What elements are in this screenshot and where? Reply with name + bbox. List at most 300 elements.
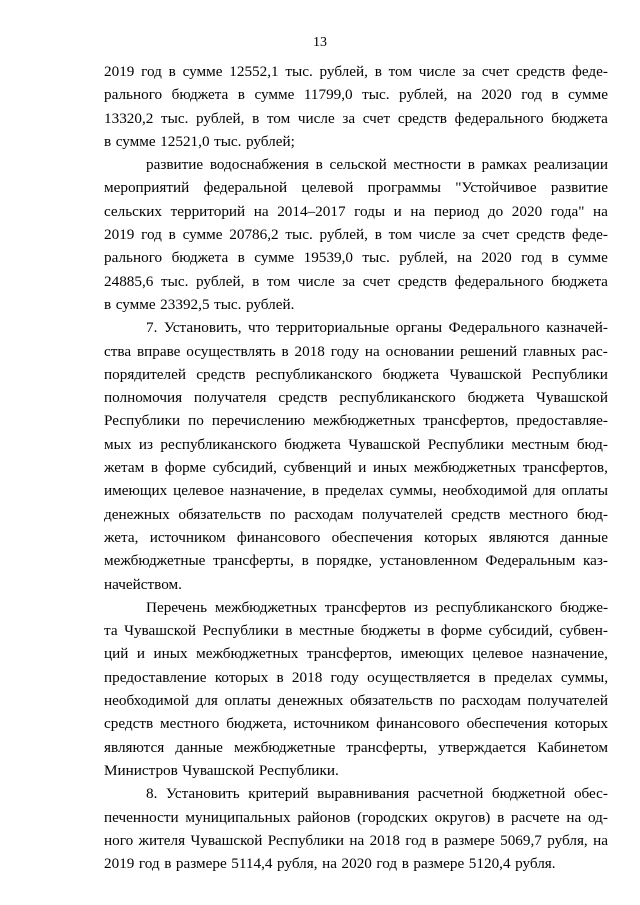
- word: годы: [354, 202, 386, 220]
- word: средств: [397, 109, 447, 127]
- word: год: [405, 831, 427, 849]
- word: до: [487, 202, 504, 220]
- word: бюджета: [284, 435, 341, 453]
- word: ства: [104, 342, 132, 360]
- page-number: 13: [313, 35, 327, 50]
- word: межбюджетных: [214, 598, 318, 616]
- word: бюджета: [467, 389, 525, 407]
- word: на: [322, 855, 337, 873]
- word: бюд-: [576, 505, 608, 523]
- word: водоснабжения: [209, 156, 309, 174]
- word: Установить,: [163, 319, 242, 337]
- word: том: [266, 272, 291, 290]
- word: по: [269, 505, 286, 523]
- word: для: [195, 692, 218, 710]
- word: Республики: [104, 412, 181, 430]
- word: по: [439, 692, 456, 710]
- word: республиканского: [339, 389, 456, 407]
- word: ций: [104, 645, 129, 663]
- word: в: [374, 226, 382, 244]
- word: том: [388, 63, 412, 80]
- text-line: [104, 806, 608, 829]
- word: в: [252, 272, 260, 290]
- word: на: [410, 202, 426, 220]
- text-line: [104, 433, 608, 456]
- word: размере: [175, 855, 227, 873]
- word: счет: [362, 109, 391, 127]
- word: "Устойчивое: [455, 179, 537, 197]
- word: счет: [362, 272, 391, 290]
- word: трансфертов,: [306, 645, 393, 663]
- text-line: [104, 736, 608, 759]
- word: Федеральным: [485, 552, 576, 570]
- text-line: [104, 549, 608, 572]
- word: целевое: [472, 645, 524, 663]
- word: критерий: [248, 785, 309, 803]
- word: основании: [385, 342, 455, 360]
- word: в: [431, 831, 439, 849]
- text-line: [104, 83, 608, 106]
- word: в: [104, 132, 112, 150]
- word: в: [315, 156, 323, 174]
- word: период: [433, 202, 480, 220]
- text-line: [104, 619, 608, 642]
- word: субсидий,: [488, 622, 553, 640]
- word: бюджета: [171, 249, 229, 267]
- word: Чувашской: [536, 389, 608, 407]
- word: средств: [196, 365, 246, 383]
- word: финансового: [236, 528, 321, 546]
- text-line: [104, 852, 608, 875]
- word: в: [237, 249, 245, 267]
- word: назначение,: [229, 482, 307, 500]
- word: денежных: [277, 692, 344, 710]
- word: рублей,: [319, 63, 368, 80]
- word: за: [462, 63, 476, 80]
- text-line: [104, 596, 608, 619]
- word: выравнивания: [317, 785, 410, 803]
- word: 5069,7: [500, 831, 542, 849]
- word: порядке,: [316, 552, 372, 570]
- word: 2018: [294, 342, 325, 360]
- word: субвенций: [283, 459, 352, 477]
- word: (городских: [357, 808, 428, 826]
- text-line: [104, 386, 608, 409]
- word: в: [168, 63, 176, 80]
- word: рублей,: [399, 249, 448, 267]
- word: из: [138, 435, 153, 453]
- word: обязательств: [178, 505, 262, 523]
- word: рубля,: [277, 855, 318, 873]
- word: межбюджетных: [313, 412, 416, 430]
- word: Чувашской: [348, 435, 421, 453]
- word: в: [285, 622, 293, 640]
- word: пределах: [493, 668, 553, 686]
- word: тыс.: [161, 109, 189, 127]
- word: установленном: [379, 552, 478, 570]
- document-body: [104, 60, 608, 875]
- word: в: [281, 342, 289, 360]
- word: рубля.: [515, 855, 556, 873]
- word: которых: [554, 715, 608, 733]
- word: сумме: [182, 63, 223, 80]
- word: 2019: [104, 855, 135, 873]
- word: денежных: [104, 505, 170, 523]
- word: размере: [443, 831, 495, 849]
- word: тыс.: [214, 132, 242, 150]
- word: в: [467, 156, 475, 174]
- word: межбюджетные: [104, 552, 206, 570]
- word: по: [188, 412, 204, 430]
- word: республиканского: [435, 598, 553, 616]
- word: счет: [481, 226, 510, 244]
- word: межбюджетных: [196, 645, 299, 663]
- word: на: [593, 831, 608, 849]
- word: рас-: [581, 342, 608, 360]
- word: субсидий,: [212, 459, 277, 477]
- word: 2018: [291, 668, 323, 686]
- word: 2020: [481, 249, 512, 267]
- word: межбюджетных: [413, 459, 517, 477]
- word: тыс.: [214, 295, 242, 313]
- text-line: [104, 316, 608, 339]
- text-line: [104, 363, 608, 386]
- text-line: [104, 689, 608, 712]
- word: сельских: [104, 202, 163, 220]
- text-line: [104, 782, 608, 805]
- word: которых: [424, 528, 478, 546]
- word: года": [550, 202, 585, 220]
- word: имеющих: [400, 645, 464, 663]
- word: оплаты: [561, 482, 608, 500]
- word: для: [533, 482, 556, 500]
- word: органы: [395, 319, 443, 337]
- word: суммы,: [560, 668, 608, 686]
- word: на: [457, 249, 472, 267]
- word: тыс.: [362, 86, 390, 104]
- text-line: [104, 526, 608, 549]
- word: 23392,5: [160, 295, 210, 313]
- word: за: [342, 109, 356, 127]
- word: решений: [460, 342, 518, 360]
- word: обязательств: [350, 692, 433, 710]
- word: 5114,4: [231, 855, 273, 873]
- text-line: [104, 107, 608, 130]
- word: развитие: [550, 179, 608, 197]
- word: необходимой: [442, 482, 528, 500]
- word: числе: [297, 109, 335, 127]
- word: рубля,: [547, 831, 588, 849]
- word: 2014–2017: [277, 202, 346, 220]
- word: получателей: [361, 505, 443, 523]
- word: од-: [588, 808, 608, 826]
- word: числе: [418, 63, 456, 80]
- word: 5120,4: [468, 855, 511, 873]
- word: местным: [511, 435, 570, 453]
- word: в: [551, 86, 559, 104]
- word: на: [593, 202, 608, 220]
- word: рального: [104, 249, 163, 267]
- text-line: [104, 153, 608, 176]
- word: числе: [297, 272, 335, 290]
- word: сумме: [182, 226, 223, 244]
- word: местные: [298, 622, 355, 640]
- text-line: [104, 270, 608, 293]
- word: Чувашской: [182, 761, 255, 779]
- word: рублей,: [399, 86, 448, 104]
- word: рального: [104, 86, 163, 104]
- word: сумме: [115, 132, 156, 150]
- word: федеральной: [203, 179, 288, 197]
- word: в: [164, 855, 172, 873]
- word: жета,: [104, 528, 139, 546]
- text-line: [104, 340, 608, 363]
- word: ного: [104, 831, 134, 849]
- word: финансового: [376, 715, 460, 733]
- word: Республики: [531, 365, 608, 383]
- word: году: [330, 668, 359, 686]
- word: том: [266, 109, 291, 127]
- word: 2018: [369, 831, 400, 849]
- word: расчете: [511, 808, 560, 826]
- word: сумме: [254, 86, 295, 104]
- text-line: [104, 642, 608, 665]
- text-line: [104, 60, 608, 83]
- word: бюдже-: [559, 598, 608, 616]
- word: иных: [153, 645, 188, 663]
- word: пределах: [324, 482, 384, 500]
- word: на: [253, 202, 269, 220]
- word: 12552,1: [229, 63, 279, 80]
- word: сумме: [568, 86, 608, 104]
- text-line: [104, 456, 608, 479]
- word: феде-: [572, 63, 608, 80]
- word: в: [374, 63, 382, 80]
- word: счет: [481, 63, 510, 80]
- word: предоставляе-: [516, 412, 608, 430]
- word: республиканского: [255, 365, 373, 383]
- word: рублей;: [246, 132, 295, 150]
- word: расходам: [294, 505, 354, 523]
- word: трансфертов: [324, 598, 407, 616]
- word: печенности: [104, 808, 179, 826]
- word: округов): [434, 808, 491, 826]
- word: на: [364, 342, 380, 360]
- word: на: [456, 86, 472, 104]
- word: обеспечения: [331, 528, 413, 546]
- text-line: [104, 712, 608, 735]
- text-line: [104, 759, 608, 782]
- word: год: [376, 855, 398, 873]
- word: в: [237, 86, 245, 104]
- text-line: [104, 246, 608, 269]
- word: средств: [451, 505, 501, 523]
- word: имеющих: [104, 482, 168, 500]
- word: тыс.: [362, 249, 390, 267]
- word: утверждается: [438, 738, 527, 756]
- word: бюд-: [576, 435, 608, 453]
- word: сумме: [115, 295, 156, 313]
- word: в: [311, 482, 320, 500]
- word: трансфертов,: [423, 412, 509, 430]
- word: трансферты,: [346, 738, 428, 756]
- word: 13320,2: [104, 109, 154, 127]
- word: за: [462, 226, 476, 244]
- word: рублей,: [319, 226, 368, 244]
- word: числе: [418, 226, 456, 244]
- word: жителя: [138, 831, 186, 849]
- word: реализации: [533, 156, 608, 174]
- word: мероприятий: [104, 179, 190, 197]
- word: местного: [508, 505, 569, 523]
- word: в: [276, 668, 284, 686]
- word: в: [168, 226, 176, 244]
- word: за: [342, 272, 356, 290]
- word: бюджета: [382, 365, 440, 383]
- word: местности: [393, 156, 462, 174]
- word: сельской: [329, 156, 387, 174]
- word: которых: [214, 668, 269, 686]
- word: жетам: [104, 459, 145, 477]
- word: обеспечения: [466, 715, 548, 733]
- word: та: [104, 622, 118, 640]
- word: данные: [560, 528, 608, 546]
- word: суммы,: [389, 482, 437, 500]
- word: оплаты: [224, 692, 272, 710]
- word: развитие: [146, 156, 204, 174]
- word: субвен-: [559, 622, 608, 640]
- word: Республики: [427, 435, 504, 453]
- word: 12521,0: [160, 132, 210, 150]
- word: полномочия: [104, 389, 183, 407]
- word: мых: [104, 435, 132, 453]
- word: 2019: [104, 63, 135, 80]
- word: Республики.: [258, 761, 339, 779]
- word: Министров: [104, 761, 178, 779]
- word: в: [401, 855, 409, 873]
- word: 24885,6: [104, 272, 154, 290]
- word: каз-: [582, 552, 608, 570]
- word: сумме: [567, 249, 608, 267]
- word: год: [521, 249, 542, 267]
- word: осуществляется: [367, 668, 471, 686]
- word: средств: [516, 63, 566, 80]
- word: источником: [293, 715, 370, 733]
- word: на: [566, 808, 582, 826]
- text-line: [104, 176, 608, 199]
- word: на: [349, 831, 365, 849]
- word: 2019: [104, 226, 135, 244]
- word: Кабинетом: [537, 738, 608, 756]
- word: федерального: [454, 109, 544, 127]
- word: тыс.: [161, 272, 189, 290]
- word: год: [521, 86, 542, 104]
- word: год: [141, 63, 162, 80]
- text-line: [104, 130, 608, 153]
- word: 7.: [146, 319, 158, 337]
- word: год: [141, 226, 162, 244]
- word: что: [248, 319, 270, 337]
- word: территорий: [170, 202, 246, 220]
- text-line: [104, 223, 608, 246]
- word: бюджета,: [226, 715, 287, 733]
- text-line: [104, 829, 608, 852]
- word: Перечень: [146, 598, 208, 616]
- word: являются: [488, 528, 549, 546]
- word: в: [301, 552, 309, 570]
- word: трансфертов,: [522, 459, 608, 477]
- word: бюджета: [551, 109, 608, 127]
- word: 2020: [481, 86, 512, 104]
- word: программы: [367, 179, 441, 197]
- word: в: [150, 459, 159, 477]
- word: и: [358, 459, 367, 477]
- word: рублей,: [196, 109, 245, 127]
- word: Федерального: [448, 319, 540, 337]
- word: 20786,2: [229, 226, 279, 244]
- word: 2020: [341, 855, 372, 873]
- word: районов: [297, 808, 351, 826]
- word: республиканского: [160, 435, 277, 453]
- word: трансферты,: [213, 552, 294, 570]
- word: начейством.: [104, 575, 182, 593]
- word: источником: [149, 528, 226, 546]
- word: средств: [397, 272, 447, 290]
- word: в: [427, 622, 435, 640]
- word: бюджета: [551, 272, 608, 290]
- word: Республики: [267, 831, 344, 849]
- word: 2020: [511, 202, 543, 220]
- text-line: [104, 293, 608, 316]
- word: и: [136, 645, 146, 663]
- word: средств: [278, 389, 328, 407]
- word: в: [478, 668, 486, 686]
- word: перечислению: [211, 412, 306, 430]
- word: средств: [516, 226, 566, 244]
- word: год: [138, 855, 160, 873]
- word: году: [330, 342, 360, 360]
- word: получателей: [527, 692, 608, 710]
- word: размере: [413, 855, 465, 873]
- word: главных: [523, 342, 576, 360]
- word: тыс.: [285, 63, 313, 80]
- word: средств: [104, 715, 154, 733]
- word: рублей.: [246, 295, 295, 313]
- text-line: [104, 200, 608, 223]
- word: том: [388, 226, 412, 244]
- word: 11799,0: [303, 86, 353, 104]
- word: иных: [373, 459, 408, 477]
- word: форме: [164, 459, 206, 477]
- text-line: [104, 409, 608, 432]
- word: сумме: [254, 249, 295, 267]
- word: бюджетной: [491, 785, 566, 803]
- word: бюджета: [171, 86, 229, 104]
- word: бюджеты: [360, 622, 421, 640]
- word: 19539,0: [303, 249, 353, 267]
- word: Установить: [165, 785, 240, 803]
- word: являются: [104, 738, 165, 756]
- text-line: [104, 666, 608, 689]
- word: Чувашской: [190, 831, 263, 849]
- word: расходам: [461, 692, 521, 710]
- word: целевой: [301, 179, 354, 197]
- word: назначение,: [531, 645, 608, 663]
- word: и: [393, 202, 402, 220]
- word: расчетной: [417, 785, 484, 803]
- word: в: [497, 808, 505, 826]
- word: вправе: [136, 342, 181, 360]
